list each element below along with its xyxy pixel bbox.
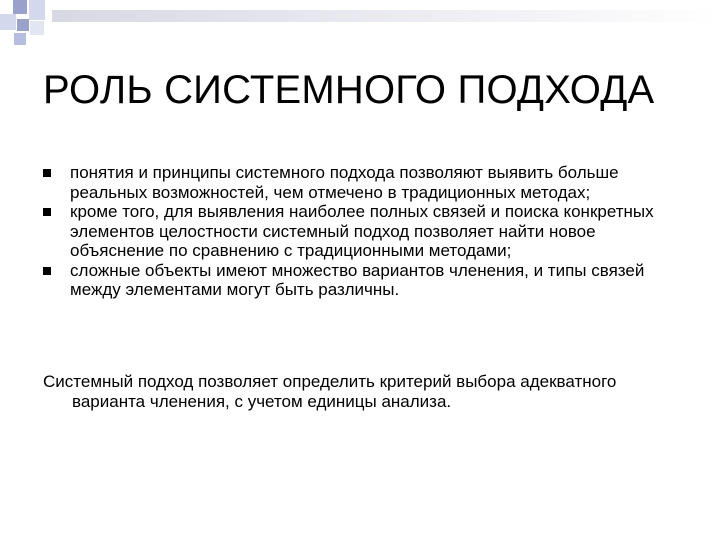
bullet-item (40, 202, 680, 261)
deco-square-3 (0, 14, 16, 30)
bullet-text: понятия и принципы системного подхода позволяют выявить больше реальных возможностей, чем отмечено в традиционных методах; (70, 163, 619, 202)
deco-square-2 (29, 0, 45, 20)
bullet-item (40, 261, 680, 300)
bullet-item (40, 163, 680, 202)
header-decoration (0, 0, 720, 50)
bullet-list (40, 163, 680, 300)
slide-title: РОЛЬ СИСТЕМНОГО ПОДХОДА (43, 68, 655, 112)
header-band (52, 10, 720, 22)
deco-square-5 (30, 21, 44, 35)
bullet-text: сложные объекты имеют множество вариантов членения, и типы связей между элементами могут быть различны. (70, 260, 645, 299)
deco-square-1 (13, 0, 27, 14)
deco-square-6 (14, 33, 26, 45)
square-bullet-icon (43, 208, 51, 216)
bullet-text: кроме того, для выявления наиболее полных связей и поиска конкретных элементов целостности системный подход позволяет найти новое объяснение по сравнению с традиционными методами; (70, 202, 654, 260)
summary-paragraph: Системный подход позволяет определить критерий выбора адекватного варианта членения, с учетом единицы анализа. (43, 372, 617, 411)
deco-square-4 (17, 19, 29, 31)
square-bullet-icon (43, 169, 51, 177)
square-bullet-icon (43, 267, 51, 275)
